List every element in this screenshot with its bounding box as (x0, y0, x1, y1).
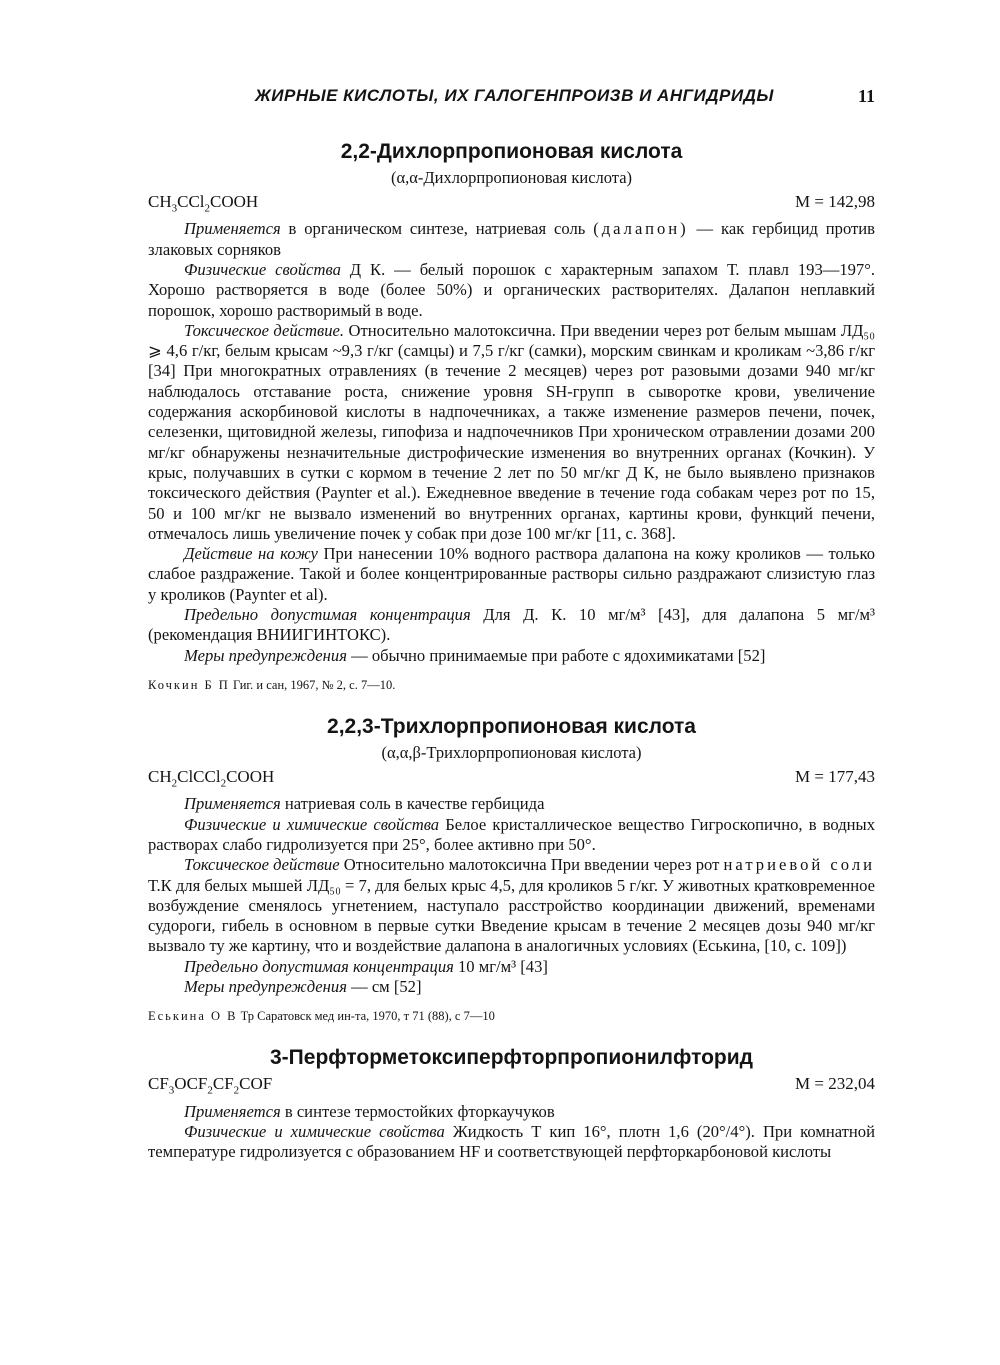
paragraph-physical-properties: Физические свойства Д К. — белый порошок с характерным запахом Т. плавл 193—197°. Хорошо растворяется в воде (более 50%) и органических растворителях. Далапон неплавкий порошок, хорошо растворимый в воде. (148, 259, 876, 320)
paragraph-toxic-action: Токсическое действие. Относительно малотоксична. При введении через рот белым мышам ЛД₅₀ ⩾ 4,6 г/кг, белым крысам ~9,3 г/кг (самцы) и 7,5 г/кг (самки), морским свинкам и кроликам ~3,86 г/кг [34] При многократных отравлениях (в течение 2 месяцев) через рот разовыми дозами 940 мг/кг наблюдалось отставание роста, снижение уровня SH-групп в сыворотке крови, увеличение содержания аскорбиновой кислоты в надпочечниках, а также изменение размеров печени, почек, селезенки, щитовидной железы, гипофиза и надпочечников При хроническом отравлении дозами 200 мг/кг обнаружены незначительные дистрофические изменения во внутренних органах (Кочкин). У крыс, получавших в сутки с кормом в течение 2 лет по 50 мг/кг Д К, не было выявлено признаков токсического действия (Paynter et al.). Ежедневное введение в течение года собакам через рот по 15, 50 и 100 мг/кг не вызвало изменений во внутренних органах, картины крови, функций печени, отмечалось лишь увеличение почек у собак при дозе 100 мг/кг [11, с. 368]. (148, 320, 875, 543)
chemical-formula: $CH_3CCl_2COOH$ (148, 192, 259, 215)
molar-mass: M = 142,98 (795, 192, 875, 211)
paragraph-application: Применяется в органическом синтезе, натриевая соль (далапон) — как гербицид против злаковых сорняков (148, 219, 875, 259)
paragraph-physical-properties: Физические и химические свойства Белое кристаллическое вещество Гигроскопично, в водных растворах слабо гидролизуется при 25°, более активно при 50°. (148, 814, 876, 854)
article-title: 2,2-Дихлорпропионовая кислота (340, 140, 683, 163)
page-number: 11 (857, 86, 875, 106)
reference: Еськина О В Тр Саратовск мед ин-та, 1970, т 71 (88), с 7—10 (148, 1009, 495, 1024)
article-synonym: (α,α-Дихлорпропионовая кислота) (390, 168, 633, 187)
formula-row (148, 767, 875, 789)
paragraph-toxic-action: Токсическое действие Относительно малотоксична При введении через рот натриевой соли Т.К для белых мышей ЛД₅₀ = 7, для белых крыс 4,5, для кроликов 5 г/кг. У животных кратковременное возбуждение сменялось угнетением, наступало расстройство координации движений, временами судороги, гибель в основном в первые сутки Введение крысам в течение 2 месяцев дозы 940 мг/кг вызвало ту же картину, что и воздействие далапона в аналогичных условиях (Еськина, [10, с. 109]) (148, 855, 875, 956)
article-trichloropropionic-acid (148, 715, 875, 1024)
paragraph-physical-properties: Физические и химические свойства Жидкость Т кип 16°, плотн 1,6 (20°/4°). При комнатной температуре гидролизуется с образованием HF и соответствующей перфторкарбоновой кислоты (148, 1121, 875, 1162)
chemical-formula: $CH_2ClCCl_2COOH$ (148, 766, 275, 790)
paragraph-precautions: Меры предупреждения — обычно принимаемые при работе с ядохимикатами [52] (184, 645, 766, 665)
article-dichloropropionic-acid (148, 140, 875, 693)
reference: Кочкин Б П Гиг. и сан, 1967, № 2, с. 7—10. (148, 677, 396, 692)
article-synonym: (α,α,β-Трихлорпропионовая кислота) (381, 742, 642, 762)
formula-row (148, 192, 875, 214)
paragraph-max-concentration: Предельно допустимая концентрация Для Д. К. 10 мг/м³ [43], для далапона 5 мг/м³ (рекомендация ВНИИГИНТОКС). (148, 605, 876, 645)
paragraph-skin-action: Действие на кожу При нанесении 10% водного раствора далапона на кожу кроликов — только слабое раздражение. Такой и более концентрированные растворы сильно раздражают слизистую глаз у кроликов (Paynter et al). (148, 544, 875, 604)
page-content (148, 140, 875, 1163)
paragraph-application: Применяется натриевая соль в качестве гербицида (184, 794, 545, 814)
article-perfluoromethoxy-propionyl-fluoride (148, 1046, 875, 1162)
molar-mass: M = 177,43 (795, 766, 875, 786)
article-title: 3-Перфторметоксиперфторпропионилфторид (270, 1046, 753, 1070)
paragraph-application: Применяется в синтезе термостойких фторкаучуков (184, 1101, 555, 1121)
paragraph-max-concentration: Предельно допустимая концентрация 10 мг/м³ [43] (184, 956, 548, 976)
molar-mass: M = 232,04 (795, 1074, 875, 1094)
article-title: 2,2,3-Трихлорпропионовая кислота (327, 714, 696, 738)
paragraph-precautions: Меры предупреждения — см [52] (184, 976, 422, 996)
formula-row (148, 1074, 875, 1096)
running-title: ЖИРНЫЕ КИСЛОТЫ, ИХ ГАЛОГЕНПРОИЗВ И АНГИДРИДЫ (255, 86, 774, 105)
chemical-formula: $CF_3OCF_2CF_2COF$ (148, 1074, 273, 1097)
page-header (150, 86, 875, 116)
